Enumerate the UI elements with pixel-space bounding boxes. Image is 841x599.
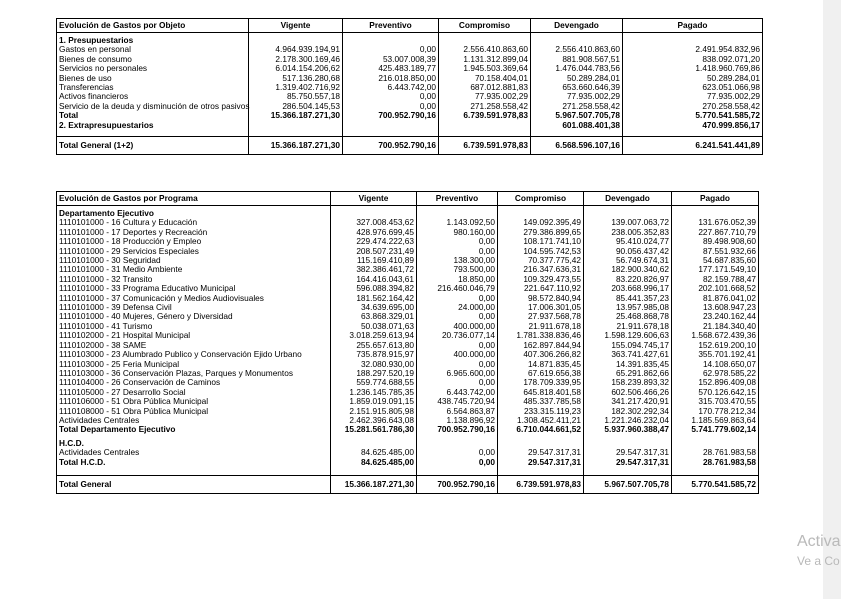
row-value: 131.676.052,39 xyxy=(672,218,759,227)
row-value: 438.745.720,94 xyxy=(417,397,498,406)
row-value: 84.625.485,00 xyxy=(331,448,417,457)
row-value: 5.770.541.585,72 xyxy=(623,111,763,120)
row-value: 1.236.145.785,35 xyxy=(331,388,417,397)
row-value: 0,00 xyxy=(417,312,498,321)
section-title: 1. Presupuestarios xyxy=(57,36,249,45)
row-label: 1110105000 - 27 Desarrollo Social xyxy=(57,388,331,397)
row-value: 13.957.985,08 xyxy=(584,303,672,312)
row-value: 400.000,00 xyxy=(417,322,498,331)
section-title: H.C.D. xyxy=(57,439,331,448)
row-value: 0,00 xyxy=(417,237,498,246)
row-value: 6.443.742,00 xyxy=(343,83,439,92)
row-value: 1.859.019.091,15 xyxy=(331,397,417,406)
row-value: 0,00 xyxy=(417,448,498,457)
row-value: 601.088.401,38 xyxy=(531,121,623,130)
row-value: 1.319.402.716,92 xyxy=(249,83,343,92)
row-value: 188.297.520,19 xyxy=(331,369,417,378)
total-hcd-row xyxy=(57,458,759,467)
row-label: 1110103000 - 23 Alumbrado Publico y Conservación Ejido Urbano xyxy=(57,350,331,359)
watermark-line1: Activa xyxy=(797,533,841,550)
row-value: 70.377.775,42 xyxy=(498,256,584,265)
row-value: 67.619.656,38 xyxy=(498,369,584,378)
row-value: 6.241.541.441,89 xyxy=(623,137,763,155)
row-value: 1.221.246.232,04 xyxy=(584,416,672,425)
row-label: 1110104000 - 26 Conservación de Caminos xyxy=(57,378,331,387)
row-value: 155.094.745,17 xyxy=(584,341,672,350)
row-value: 90.056.437,42 xyxy=(584,247,672,256)
row-value: 56.749.674,31 xyxy=(584,256,672,265)
row-value: 6.443.742,00 xyxy=(417,388,498,397)
row-value: 54.687.835,60 xyxy=(672,256,759,265)
row-label: 1110108000 - 51 Obra Pública Municipal xyxy=(57,407,331,416)
row-value: 139.007.063,72 xyxy=(584,218,672,227)
row-value: 279.386.899,65 xyxy=(498,228,584,237)
row-value: 182.302.292,34 xyxy=(584,407,672,416)
row-value: 0,00 xyxy=(417,378,498,387)
row-value: 0,00 xyxy=(417,247,498,256)
row-value: 700.952.790,16 xyxy=(417,425,498,434)
header-devengado: Devengado xyxy=(531,19,623,33)
row-value: 271.258.558,42 xyxy=(531,102,623,111)
objeto-title: Evolución de Gastos por Objeto xyxy=(57,19,249,33)
row-value: 6.564.863,87 xyxy=(417,407,498,416)
row-value: 15.366.187.271,30 xyxy=(249,111,343,120)
header-vigente: Vigente xyxy=(331,192,417,206)
row-value: 0,00 xyxy=(343,102,439,111)
row-value: 653.660.646,39 xyxy=(531,83,623,92)
row-value: 182.900.340,62 xyxy=(584,265,672,274)
row-value: 181.562.164,42 xyxy=(331,294,417,303)
row-label: Gastos en personal xyxy=(57,45,249,54)
header-preventivo: Preventivo xyxy=(343,19,439,33)
row-value: 238.005.352,83 xyxy=(584,228,672,237)
windows-activation-watermark xyxy=(797,534,841,567)
row-value: 53.007.008,39 xyxy=(343,55,439,64)
row-value: 77.935.002,29 xyxy=(623,92,763,101)
row-value: 687.012.881,83 xyxy=(439,83,531,92)
row-value: 485.337.785,58 xyxy=(498,397,584,406)
row-value: 233.315.119,23 xyxy=(498,407,584,416)
row-value: 428.976.699,45 xyxy=(331,228,417,237)
row-label: Actividades Centrales xyxy=(57,416,331,425)
row-value: 1.143.092,50 xyxy=(417,218,498,227)
row-value: 14.391.835,45 xyxy=(584,360,672,369)
row-value: 216.347.636,31 xyxy=(498,265,584,274)
row-value: 18.850,00 xyxy=(417,275,498,284)
row-value: 216.460.046,79 xyxy=(417,284,498,293)
row-value: 63.868.329,01 xyxy=(331,312,417,321)
row-value: 570.126.642,15 xyxy=(672,388,759,397)
row-value: 89.498.908,60 xyxy=(672,237,759,246)
row-value: 13.608.947,23 xyxy=(672,303,759,312)
header-compromiso: Compromiso xyxy=(439,19,531,33)
row-value: 5.937.960.388,47 xyxy=(584,425,672,434)
row-label: Total General (1+2) xyxy=(57,137,249,155)
row-value: 700.952.790,16 xyxy=(417,475,498,493)
row-value: 315.703.470,55 xyxy=(672,397,759,406)
row-value: 83.220.826,97 xyxy=(584,275,672,284)
row-label: 1110103000 - 25 Feria Municipal xyxy=(57,360,331,369)
row-value: 202.101.668,52 xyxy=(672,284,759,293)
section-title: Departamento Ejecutivo xyxy=(57,209,331,218)
row-label: 1110106000 - 51 Obra Pública Municipal xyxy=(57,397,331,406)
row-label: 1110101000 - 37 Comunicación y Medios Audiovisuales xyxy=(57,294,331,303)
empty-cell xyxy=(584,467,672,476)
row-label: Total General xyxy=(57,475,331,493)
row-label: 1110103000 - 36 Conservación Plazas, Parques y Monumentos xyxy=(57,369,331,378)
row-label: Servicios no personales xyxy=(57,64,249,73)
row-value: 980.160,00 xyxy=(417,228,498,237)
row-value: 15.281.561.786,30 xyxy=(331,425,417,434)
row-label: 1110101000 - 41 Turismo xyxy=(57,322,331,331)
row-value: 115.169.410,89 xyxy=(331,256,417,265)
row-value: 77.935.002,29 xyxy=(439,92,531,101)
empty-cell xyxy=(672,467,759,476)
row-value: 286.504.145,53 xyxy=(249,102,343,111)
row-value: 1.138.896,92 xyxy=(417,416,498,425)
row-value: 15.366.187.271,30 xyxy=(331,475,417,493)
row-value: 255.657.613,80 xyxy=(331,341,417,350)
row-value: 382.386.461,72 xyxy=(331,265,417,274)
row-value: 149.092.395,49 xyxy=(498,218,584,227)
programa-table xyxy=(56,191,759,494)
row-value: 363.741.427,61 xyxy=(584,350,672,359)
row-value: 70.158.404,01 xyxy=(439,74,531,83)
empty-cell xyxy=(417,467,498,476)
row-value: 28.761.983,58 xyxy=(672,448,759,457)
row-value: 24.000,00 xyxy=(417,303,498,312)
programa-title: Evolución de Gastos por Programa xyxy=(57,192,331,206)
row-value: 162.897.844,94 xyxy=(498,341,584,350)
row-value: 838.092.071,20 xyxy=(623,55,763,64)
row-value: 0,00 xyxy=(417,458,498,467)
row-value: 21.911.678,18 xyxy=(584,322,672,331)
row-value: 108.171.741,10 xyxy=(498,237,584,246)
row-value: 407.306.266,82 xyxy=(498,350,584,359)
section-presupuestarios xyxy=(57,36,763,45)
row-value: 0,00 xyxy=(417,294,498,303)
row-value: 109.329.473,55 xyxy=(498,275,584,284)
objeto-total-row xyxy=(57,111,763,120)
row-value: 50.289.284,01 xyxy=(623,74,763,83)
row-value: 6.710.044.661,52 xyxy=(498,425,584,434)
row-value: 50.289.284,01 xyxy=(531,74,623,83)
header-vigente: Vigente xyxy=(249,19,343,33)
row-value: 3.018.259.613,94 xyxy=(331,331,417,340)
row-value: 227.867.710,79 xyxy=(672,228,759,237)
row-value: 5.967.507.705,78 xyxy=(531,111,623,120)
row-label: 1110102000 - 21 Hospital Municipal xyxy=(57,331,331,340)
row-value: 29.547.317,31 xyxy=(584,448,672,457)
row-value: 470.999.856,17 xyxy=(623,121,763,130)
header-compromiso: Compromiso xyxy=(498,192,584,206)
row-value: 5.741.779.602,14 xyxy=(672,425,759,434)
row-label: 2. Extrapresupuestarios xyxy=(57,121,249,130)
row-value: 29.547.317,31 xyxy=(498,458,584,467)
row-label: Activos financieros xyxy=(57,92,249,101)
row-value: 32.080.930,00 xyxy=(331,360,417,369)
section-extrapresupuestarios xyxy=(57,121,763,130)
row-value: 517.136.280,68 xyxy=(249,74,343,83)
row-value: 208.507.231,49 xyxy=(331,247,417,256)
row-value: 1.598.129.606,63 xyxy=(584,331,672,340)
row-value: 104.595.742,53 xyxy=(498,247,584,256)
row-value: 0,00 xyxy=(343,92,439,101)
row-value: 25.468.868,78 xyxy=(584,312,672,321)
row-value: 85.441.357,23 xyxy=(584,294,672,303)
row-value: 177.171.549,10 xyxy=(672,265,759,274)
row-value: 0,00 xyxy=(417,360,498,369)
row-value: 152.896.409,08 xyxy=(672,378,759,387)
row-value: 6.014.154.206,62 xyxy=(249,64,343,73)
row-value: 559.774.688,55 xyxy=(331,378,417,387)
row-value: 327.008.453,62 xyxy=(331,218,417,227)
objeto-table xyxy=(56,18,763,155)
row-label: 1110101000 - 32 Transito xyxy=(57,275,331,284)
row-value: 0,00 xyxy=(417,341,498,350)
row-value: 17.006.301,05 xyxy=(498,303,584,312)
row-value xyxy=(343,121,439,130)
row-value: 229.474.222,63 xyxy=(331,237,417,246)
row-label: Total H.C.D. xyxy=(57,458,331,467)
row-label: Bienes de consumo xyxy=(57,55,249,64)
row-value: 152.619.200,10 xyxy=(672,341,759,350)
empty-cell xyxy=(498,467,584,476)
row-value: 6.965.600,00 xyxy=(417,369,498,378)
row-value: 400.000,00 xyxy=(417,350,498,359)
objeto-row xyxy=(57,83,763,92)
row-label: 1110101000 - 16 Cultura y Educación xyxy=(57,218,331,227)
row-value: 82.159.788,47 xyxy=(672,275,759,284)
row-value: 221.647.110,92 xyxy=(498,284,584,293)
row-value: 1.781.338.836,46 xyxy=(498,331,584,340)
row-value: 77.935.002,29 xyxy=(531,92,623,101)
row-value: 6.739.591.978,83 xyxy=(439,137,531,155)
row-value: 4.964.939.194,91 xyxy=(249,45,343,54)
row-label: Total Departamento Ejecutivo xyxy=(57,425,331,434)
row-value xyxy=(249,121,343,130)
row-value: 216.018.850,00 xyxy=(343,74,439,83)
row-value: 5.770.541.585,72 xyxy=(672,475,759,493)
row-value: 170.778.212,34 xyxy=(672,407,759,416)
row-value: 700.952.790,16 xyxy=(343,137,439,155)
row-value: 1.945.503.369,64 xyxy=(439,64,531,73)
row-label: 1110101000 - 18 Producción y Empleo xyxy=(57,237,331,246)
total-ejecutivo-row xyxy=(57,425,759,434)
row-value: 0,00 xyxy=(343,45,439,54)
row-value: 2.556.410.863,60 xyxy=(531,45,623,54)
row-value: 623.051.066,98 xyxy=(623,83,763,92)
row-label: 1110101000 - 30 Seguridad xyxy=(57,256,331,265)
header-pagado: Pagado xyxy=(623,19,763,33)
header-preventivo: Preventivo xyxy=(417,192,498,206)
row-value: 14.108.650,07 xyxy=(672,360,759,369)
row-value: 21.911.678,18 xyxy=(498,322,584,331)
empty-cell xyxy=(331,467,417,476)
empty-cell xyxy=(57,467,331,476)
row-value: 203.668.996,17 xyxy=(584,284,672,293)
row-label: 1110101000 - 40 Mujeres, Género y Diversidad xyxy=(57,312,331,321)
row-value: 84.625.485,00 xyxy=(331,458,417,467)
row-value: 164.416.043,61 xyxy=(331,275,417,284)
row-value: 50.038.071,63 xyxy=(331,322,417,331)
row-value: 158.239.893,32 xyxy=(584,378,672,387)
row-value: 2.491.954.832,96 xyxy=(623,45,763,54)
header-devengado: Devengado xyxy=(584,192,672,206)
row-value: 138.300,00 xyxy=(417,256,498,265)
row-label: 1110101000 - 29 Servicios Especiales xyxy=(57,247,331,256)
row-value: 270.258.558,42 xyxy=(623,102,763,111)
row-value: 81.876.041,02 xyxy=(672,294,759,303)
objeto-header-row xyxy=(57,19,763,33)
row-label: 1110102000 - 38 SAME xyxy=(57,341,331,350)
header-pagado: Pagado xyxy=(672,192,759,206)
row-value: 14.871.835,45 xyxy=(498,360,584,369)
row-value: 271.258.558,42 xyxy=(439,102,531,111)
row-value: 1.185.569.863,64 xyxy=(672,416,759,425)
row-value: 341.217.420,91 xyxy=(584,397,672,406)
row-value: 793.500,00 xyxy=(417,265,498,274)
row-label: Total xyxy=(57,111,249,120)
row-value: 178.709.339,95 xyxy=(498,378,584,387)
row-value: 6.739.591.978,83 xyxy=(439,111,531,120)
row-value: 2.151.915.805,98 xyxy=(331,407,417,416)
row-label: 1110101000 - 31 Medio Ambiente xyxy=(57,265,331,274)
row-value: 65.291.862,66 xyxy=(584,369,672,378)
row-label: Actividades Centrales xyxy=(57,448,331,457)
row-value: 27.937.568,78 xyxy=(498,312,584,321)
objeto-total-general-row xyxy=(57,137,763,155)
row-value: 5.967.507.705,78 xyxy=(584,475,672,493)
row-value: 29.547.317,31 xyxy=(584,458,672,467)
watermark-line2: Ve a Co xyxy=(797,554,840,568)
row-value: 15.366.187.271,30 xyxy=(249,137,343,155)
row-value: 6.739.591.978,83 xyxy=(498,475,584,493)
row-label: 1110101000 - 39 Defensa Civil xyxy=(57,303,331,312)
row-value: 881.908.567,51 xyxy=(531,55,623,64)
spacer-row xyxy=(57,467,759,476)
row-value: 29.547.317,31 xyxy=(498,448,584,457)
row-value: 1.568.672.439,36 xyxy=(672,331,759,340)
row-value: 602.506.466,26 xyxy=(584,388,672,397)
row-value: 20.736.077,14 xyxy=(417,331,498,340)
row-value: 87.551.932,66 xyxy=(672,247,759,256)
row-value: 6.568.596.107,16 xyxy=(531,137,623,155)
row-value: 645.818.401,58 xyxy=(498,388,584,397)
row-value: 1.476.044.783,56 xyxy=(531,64,623,73)
row-value: 21.184.340,40 xyxy=(672,322,759,331)
row-value: 34.639.695,00 xyxy=(331,303,417,312)
row-label: 1110101000 - 33 Programa Educativo Municipal xyxy=(57,284,331,293)
row-value: 355.701.192,41 xyxy=(672,350,759,359)
row-value: 1.131.312.899,04 xyxy=(439,55,531,64)
row-value: 596.088.394,82 xyxy=(331,284,417,293)
row-label: Transferencias xyxy=(57,83,249,92)
row-value: 2.462.396.643,08 xyxy=(331,416,417,425)
programa-header-row xyxy=(57,192,759,206)
row-label: 1110101000 - 17 Deportes y Recreación xyxy=(57,228,331,237)
row-value: 735.878.915,97 xyxy=(331,350,417,359)
row-value: 2.556.410.863,60 xyxy=(439,45,531,54)
row-value xyxy=(439,121,531,130)
programa-total-general-row xyxy=(57,475,759,493)
row-value: 700.952.790,16 xyxy=(343,111,439,120)
row-value: 1.418.960.769,86 xyxy=(623,64,763,73)
row-value: 95.410.024,77 xyxy=(584,237,672,246)
row-value: 23.240.162,44 xyxy=(672,312,759,321)
row-value: 2.178.300.169,46 xyxy=(249,55,343,64)
row-label: Servicio de la deuda y disminución de otros pasivos xyxy=(57,102,249,111)
row-value: 62.978.585,22 xyxy=(672,369,759,378)
row-label: Bienes de uso xyxy=(57,74,249,83)
row-value: 28.761.983,58 xyxy=(672,458,759,467)
row-value: 98.572.840,94 xyxy=(498,294,584,303)
row-value: 425.483.189,77 xyxy=(343,64,439,73)
row-value: 85.750.557,18 xyxy=(249,92,343,101)
row-value: 1.308.452.411,21 xyxy=(498,416,584,425)
